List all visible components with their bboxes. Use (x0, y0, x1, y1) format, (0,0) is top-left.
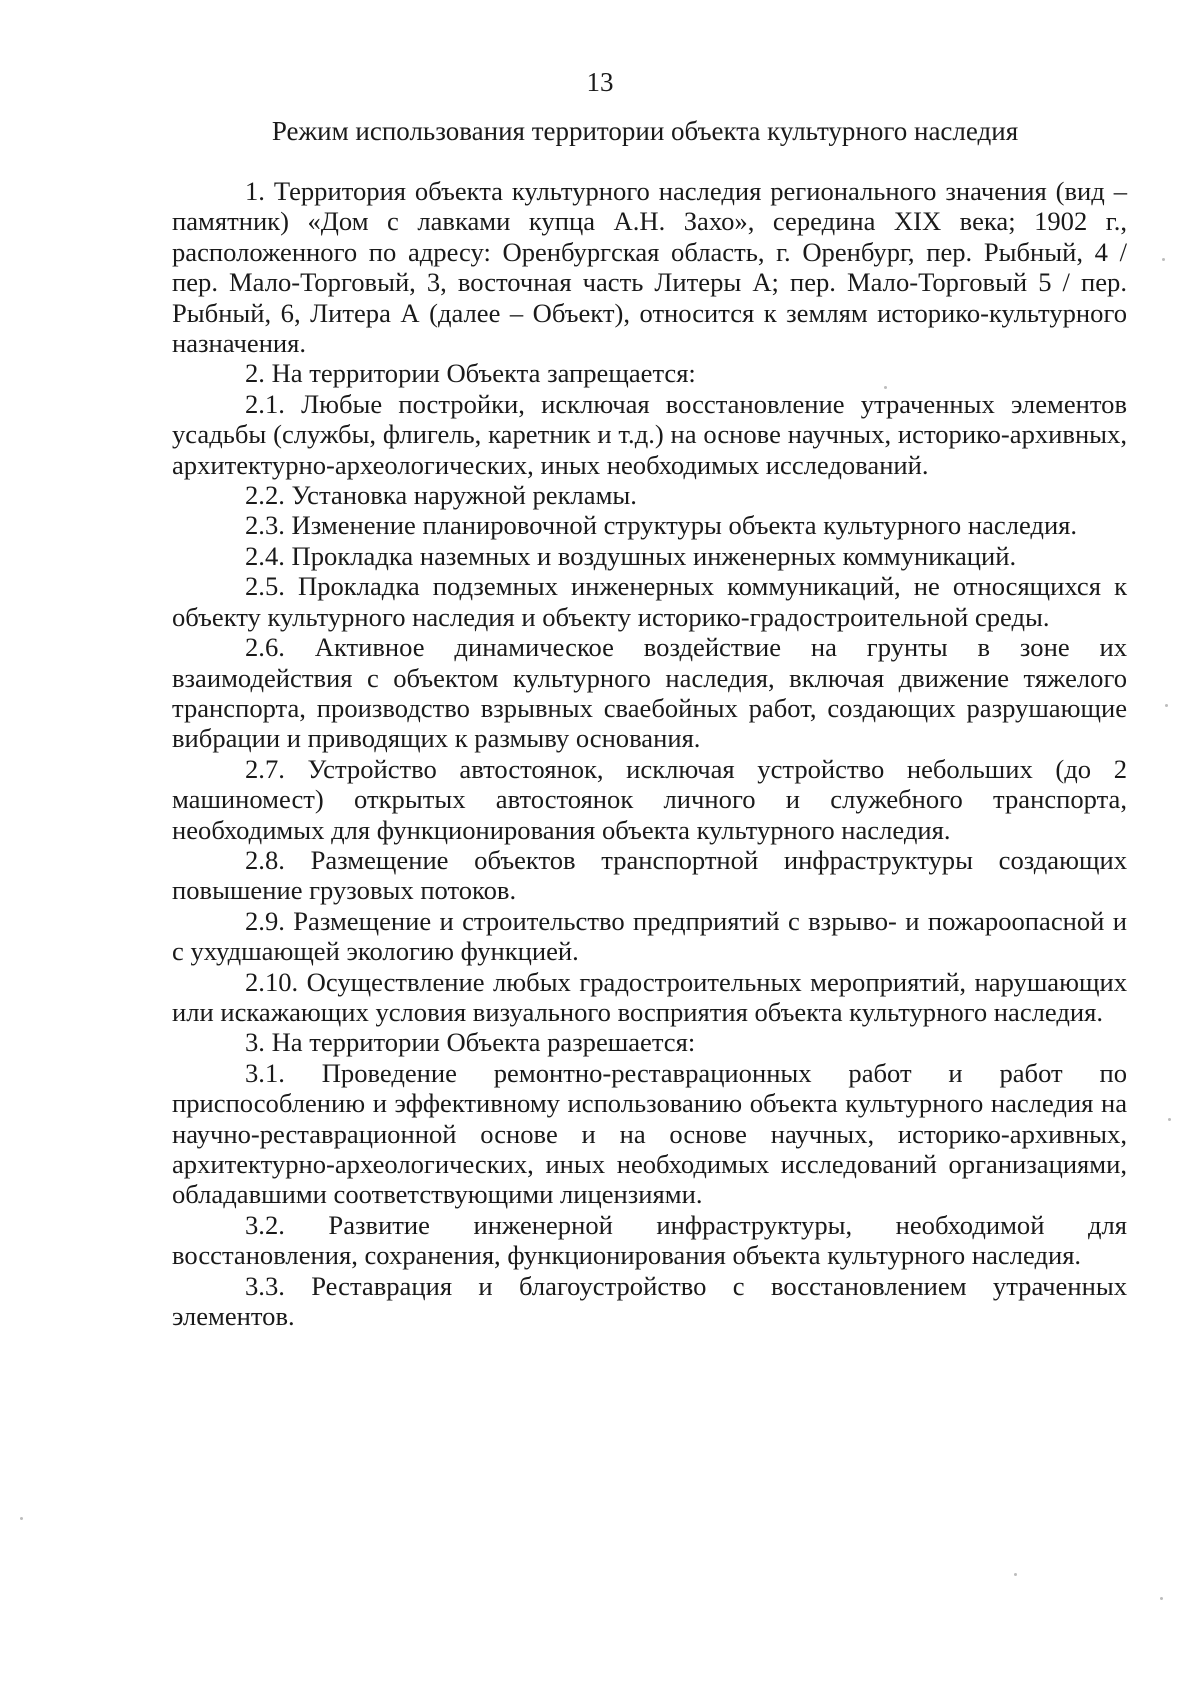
document-body (172, 176, 1127, 1331)
scan-speck (20, 1517, 23, 1520)
paragraph-2-7: 2.7. Устройство автостоянок, исключая устройство небольших (до 2 машиномест) открытых автостоянок личного и служебного транспорта, необходимых для функционирования объекта культурного наследия. (172, 753, 1127, 845)
scan-speck (1160, 1597, 1163, 1600)
paragraph-2-8: 2.8. Размещение объектов транспортной инфраструктуры создающих повышение грузовых потоков. (172, 844, 1127, 906)
paragraph-3: 3. На территории Объекта разрешается: (245, 1027, 696, 1058)
paragraph-2-9: 2.9. Размещение и строительство предприятий с взрыво- и пожароопасной и с ухудшающей экологию функцией. (172, 905, 1127, 967)
paragraph-3-3: 3.3. Реставрация и благоустройство с восстановлением утраченных элементов. (172, 1270, 1127, 1332)
scan-speck (884, 386, 887, 389)
scan-speck (1162, 258, 1165, 261)
paragraph-2-4: 2.4. Прокладка наземных и воздушных инженерных коммуникаций. (245, 540, 1017, 571)
paragraph-2-10: 2.10. Осуществление любых градостроительных мероприятий, нарушающих или искажающих условия визуального восприятия объекта культурного наследия. (172, 966, 1127, 1027)
paragraph-2-1: 2.1. Любые постройки, исключая восстановление утраченных элементов усадьбы (службы, флигель, каретник и т.д.) на основе научных, историко-архивных, архитектурно-археологических, иных необходимых исследований. (172, 388, 1127, 480)
paragraph-2-3: 2.3. Изменение планировочной структуры объекта культурного наследия. (245, 510, 1078, 541)
paragraph-1: 1. Территория объекта культурного наследия регионального значения (вид – памятник) «Дом с лавками купца А.Н. Захо», середина XIX века; 1902 г., расположенного по адресу: Оренбургская область, г. Оренбург, пер. Рыбный, 4 / пер. Мало-Торговый, 3, восточная часть Литеры А; пер. Мало-Торговый 5 / пер. Рыбный, 6, Литера А (далее – Объект), относится к землям историко-культурного назначения. (172, 176, 1127, 359)
paragraph-2: 2. На территории Объекта запрещается: (245, 358, 696, 389)
scan-speck (1014, 1573, 1017, 1576)
document-title: Режим использования территории объекта культурного наследия (271, 116, 1019, 146)
paragraph-2-6: 2.6. Активное динамическое воздействие на грунты в зоне их взаимодействия с объектом культурного наследия, включая движение тяжелого транспорта, производство взрывных сваебойных работ, создающих разрушающие вибрации и приводящих к размыву основания. (172, 632, 1127, 754)
paragraph-3-1: 3.1. Проведение ремонтно-реставрационных работ и работ по приспособлению и эффективному использованию объекта культурного наследия на научно-реставрационной основе и на основе научных, историко-архивных, архитектурно-археологических, иных необходимых исследований организациями, обладавшими соответствующими лицензиями. (172, 1057, 1127, 1210)
scan-speck (1165, 704, 1168, 707)
scan-speck (1168, 1118, 1171, 1121)
paragraph-2-5: 2.5. Прокладка подземных инженерных коммуникаций, не относящихся к объекту культурного наследия и объекту историко-градостроительной среды. (172, 571, 1127, 632)
paragraph-2-2: 2.2. Установка наружной рекламы. (245, 480, 637, 511)
paragraph-3-2: 3.2. Развитие инженерной инфраструктуры, необходимой для восстановления, сохранения, функционирования объекта культурного наследия. (172, 1209, 1127, 1271)
page-number: 13 (586, 67, 614, 97)
